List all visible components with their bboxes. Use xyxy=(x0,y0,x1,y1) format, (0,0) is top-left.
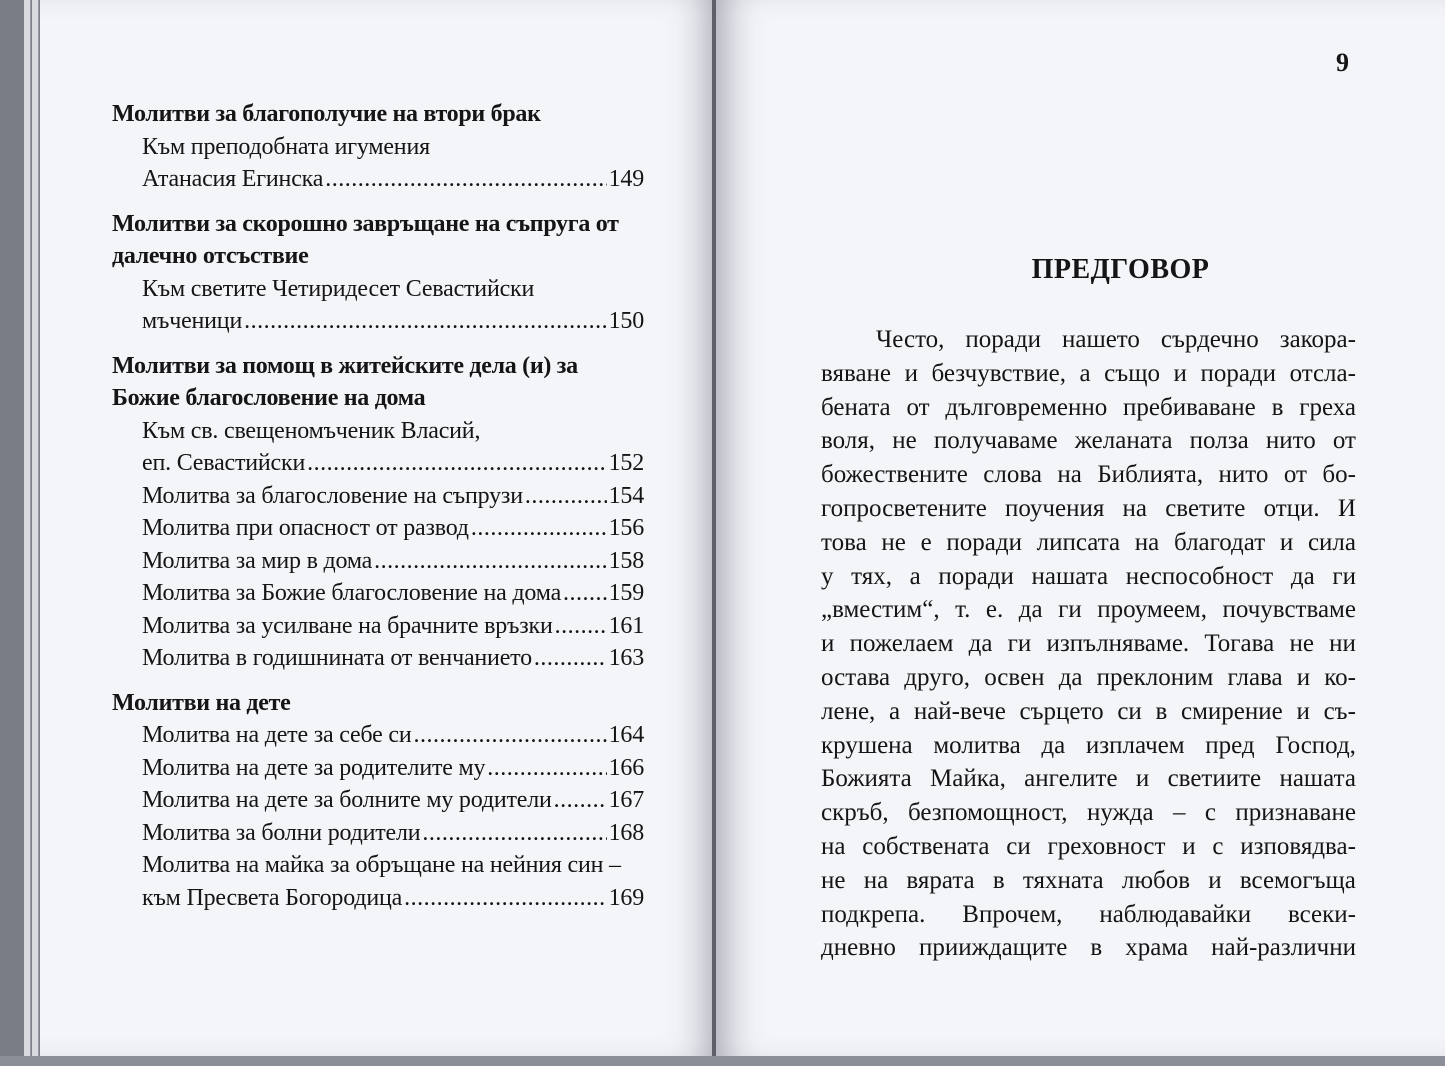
toc-entry[interactable] xyxy=(112,305,644,338)
dot-leader xyxy=(422,817,606,849)
toc-page-number: 161 xyxy=(608,612,644,639)
word: получаваме xyxy=(933,427,1058,455)
word: дневно xyxy=(821,934,896,962)
word: изплачем xyxy=(1085,731,1185,759)
toc-page-number: 149 xyxy=(608,166,644,192)
toc-section-title: Молитви за скорошно завръщане на съпруга от xyxy=(112,210,619,237)
word: най-различни xyxy=(1211,934,1356,962)
word: не xyxy=(892,427,917,455)
word: да xyxy=(1058,663,1083,691)
word: и xyxy=(1208,866,1222,894)
toc-entry-text: Към св. свещеномъченик Власий, xyxy=(142,417,481,444)
text-line xyxy=(821,526,1356,560)
toc-section-title: Божие благословение на дома xyxy=(112,385,426,411)
toc-section xyxy=(112,98,644,196)
toc-page-number: 168 xyxy=(608,819,644,846)
toc-entry-title: Молитва на дете за родителите му xyxy=(142,754,486,781)
word: от xyxy=(1332,427,1356,455)
word: да xyxy=(968,630,993,658)
dot-leader xyxy=(307,447,606,479)
word: проумеем, xyxy=(1097,596,1207,624)
word: да xyxy=(1041,731,1066,759)
dot-leader xyxy=(374,545,606,577)
toc-entry-title: Молитва за Божие благословение на дома xyxy=(142,580,562,606)
word: в xyxy=(1155,697,1168,725)
text-line xyxy=(821,593,1356,627)
toc-page-number: 163 xyxy=(608,645,644,671)
word: прииждащите xyxy=(918,934,1068,962)
dot-leader xyxy=(525,480,607,512)
word: остава xyxy=(821,663,891,691)
word: съ- xyxy=(1323,697,1356,725)
word: в xyxy=(1090,934,1103,962)
word: закора- xyxy=(1279,326,1356,353)
word: отсла- xyxy=(1289,359,1356,387)
page-heading: ПРЕДГОВОР xyxy=(1031,254,1210,285)
word: ко- xyxy=(1324,663,1356,691)
word: сила xyxy=(1307,528,1356,556)
word: и xyxy=(1279,528,1294,556)
text-line-inner xyxy=(821,762,1356,796)
dot-leader xyxy=(413,719,606,751)
word: И xyxy=(1337,494,1356,522)
word: нито xyxy=(1265,427,1316,455)
toc-section xyxy=(112,350,644,675)
word: скръб, xyxy=(821,799,889,827)
word: полза xyxy=(1189,427,1249,455)
word: Библията, xyxy=(1097,461,1204,489)
word: нашето xyxy=(1061,326,1140,353)
text-line xyxy=(821,864,1356,898)
word: желаната xyxy=(1074,427,1173,455)
word: освен xyxy=(984,663,1045,691)
word: греха xyxy=(1299,393,1356,421)
right-page xyxy=(716,0,1445,1056)
toc-entry-title: еп. Севастийски xyxy=(142,450,306,476)
text-line-inner xyxy=(821,424,1356,458)
word: да xyxy=(1018,596,1043,624)
word: всеки- xyxy=(1287,900,1356,928)
text-line-inner xyxy=(821,391,1356,425)
word: светиите xyxy=(1167,765,1262,793)
word: бената xyxy=(821,393,891,421)
dot-leader xyxy=(487,752,606,784)
toc-entry[interactable] xyxy=(112,512,644,545)
word: греховност xyxy=(1047,832,1166,860)
word: на xyxy=(1122,494,1148,522)
word: поучения xyxy=(1004,494,1105,522)
toc-section-title: далечно отсъствие xyxy=(112,243,309,269)
text-line-inner xyxy=(821,593,1356,627)
dot-leader xyxy=(555,610,607,642)
toc-entry[interactable] xyxy=(112,784,644,817)
left-page xyxy=(40,0,716,1056)
word: и xyxy=(904,359,918,387)
word: бо- xyxy=(1322,461,1356,489)
text-line-inner xyxy=(821,492,1356,526)
word: ни xyxy=(1329,630,1356,658)
toc-entry[interactable] xyxy=(112,163,644,196)
preface-text xyxy=(821,323,1356,965)
word: изповядва- xyxy=(1240,832,1356,860)
toc-entry-text: Към светите Четиридесет Севастийски xyxy=(142,275,535,302)
toc-page-number: 169 xyxy=(608,884,644,911)
toc-page-number: 158 xyxy=(608,547,644,574)
word: признаване xyxy=(1235,799,1356,827)
word: Майка, xyxy=(930,765,1006,793)
word: Тогава xyxy=(1204,630,1275,658)
text-line-inner xyxy=(821,796,1356,830)
word: слова xyxy=(983,461,1042,489)
word: светите xyxy=(1165,494,1246,522)
toc-entry-title: Атанасия Егинска xyxy=(142,166,324,192)
word: друго, xyxy=(904,663,971,691)
dot-leader xyxy=(534,642,607,674)
word: всемогъща xyxy=(1239,866,1356,894)
word: воля, xyxy=(821,427,876,455)
word: на xyxy=(863,866,889,894)
word: не xyxy=(881,528,906,556)
word: от xyxy=(906,393,930,421)
word: поради xyxy=(965,326,1041,353)
word: поради xyxy=(1200,359,1277,387)
text-line-inner xyxy=(821,560,1356,594)
word: Впрочем, xyxy=(962,900,1063,928)
toc-entry[interactable] xyxy=(112,545,644,578)
toc-section xyxy=(112,687,644,915)
word: благодат xyxy=(1173,528,1266,556)
toc-entry-title: Молитва за усилване на брачните връзки xyxy=(142,612,553,639)
word: най-вече xyxy=(913,697,1006,725)
word: от xyxy=(1283,461,1307,489)
text-line-inner xyxy=(821,627,1356,661)
word: безчувствие, xyxy=(931,359,1066,387)
word: тяхната xyxy=(1022,866,1104,894)
word: тях, xyxy=(851,562,892,590)
word: а xyxy=(909,562,921,590)
toc-section xyxy=(112,208,644,338)
toc-entry-title: Молитва на дете за себе си xyxy=(142,722,412,748)
word: е. xyxy=(985,596,1004,624)
word: на xyxy=(1057,461,1082,489)
word: изпълняваме. xyxy=(1046,630,1190,658)
text-line xyxy=(821,357,1356,391)
word: – xyxy=(1172,799,1186,827)
word: Господ, xyxy=(1275,731,1356,759)
word: на xyxy=(821,832,846,860)
word: и xyxy=(1135,765,1150,793)
dot-leader xyxy=(554,784,607,816)
toc-entry-title: Молитва при опасност от развод xyxy=(142,515,469,541)
text-line-inner xyxy=(821,830,1356,864)
table-of-contents xyxy=(112,98,644,926)
toc-entry-title: Молитва за мир в дома xyxy=(142,547,373,574)
dot-leader xyxy=(404,882,607,914)
dot-leader xyxy=(563,577,607,609)
word: гопросветените xyxy=(821,494,987,522)
text-line-inner xyxy=(821,931,1356,965)
toc-section-title: Молитви на дете xyxy=(112,689,291,716)
word: и xyxy=(821,630,835,658)
word: също xyxy=(1104,359,1160,387)
text-line xyxy=(821,695,1356,729)
word: в xyxy=(1271,393,1284,421)
toc-entry[interactable] xyxy=(112,752,644,785)
text-line-inner xyxy=(821,695,1356,729)
word: Често, xyxy=(876,326,945,353)
word: дълговременно xyxy=(945,393,1108,421)
text-line-inner xyxy=(821,357,1356,391)
word: си xyxy=(1006,832,1031,860)
text-line xyxy=(821,729,1356,763)
toc-page-number: 166 xyxy=(608,754,644,781)
toc-entry[interactable] xyxy=(112,480,644,513)
word: пребиваване xyxy=(1123,393,1256,421)
text-line xyxy=(821,458,1356,492)
word: с xyxy=(1212,832,1224,860)
text-line-inner xyxy=(821,661,1356,695)
text-line-inner xyxy=(821,864,1356,898)
word: сърцето xyxy=(1019,697,1104,725)
toc-entry[interactable] xyxy=(112,447,644,480)
word: собствената xyxy=(862,832,990,860)
word: на xyxy=(1134,528,1160,556)
text-line-inner xyxy=(876,323,1356,357)
dot-leader xyxy=(244,305,606,337)
toc-entry-title: мъченици xyxy=(142,308,243,334)
toc-page-number: 156 xyxy=(608,515,644,541)
word: нашата xyxy=(1279,765,1356,793)
text-line xyxy=(821,796,1356,830)
word: си xyxy=(1117,697,1142,725)
word: поради xyxy=(938,562,1014,590)
word: ги xyxy=(1007,630,1032,658)
word: глава xyxy=(1227,663,1283,691)
text-line xyxy=(821,323,1356,357)
word: наблюдавайки xyxy=(1099,900,1252,928)
page-edges xyxy=(24,0,31,1056)
word: смирение xyxy=(1181,697,1283,725)
toc-entry[interactable] xyxy=(112,817,644,850)
text-line-inner xyxy=(821,458,1356,492)
text-line xyxy=(821,762,1356,796)
toc-entry[interactable] xyxy=(112,882,644,915)
toc-entry[interactable] xyxy=(112,719,644,752)
word: и xyxy=(1296,663,1311,691)
word: вярата xyxy=(906,866,975,894)
toc-entry[interactable] xyxy=(112,610,644,643)
toc-page-number: 152 xyxy=(608,450,644,476)
dot-leader xyxy=(325,163,606,195)
toc-section-title: Молитви за благополучие на втори брак xyxy=(112,101,541,127)
word: безпомощност, xyxy=(908,799,1068,827)
word: т. xyxy=(955,596,971,624)
toc-page-number: 150 xyxy=(608,308,644,334)
word: отци. xyxy=(1263,494,1320,522)
word: в xyxy=(992,866,1005,894)
word: и xyxy=(1296,697,1310,725)
word: храма xyxy=(1125,934,1189,962)
word: вяване xyxy=(821,359,892,387)
word: подкрепа. xyxy=(821,900,926,928)
word: нашата xyxy=(1031,562,1109,590)
text-line xyxy=(821,492,1356,526)
word: липсата xyxy=(1036,528,1121,556)
toc-entry-text: Молитва на майка за обръщане на нейния син – xyxy=(142,852,621,878)
toc-page-number: 167 xyxy=(608,787,644,813)
word: „вместим“, xyxy=(821,596,940,624)
dot-leader xyxy=(471,512,607,544)
word: поради xyxy=(946,528,1022,556)
word: с xyxy=(1204,799,1216,827)
text-line xyxy=(821,830,1356,864)
word: това xyxy=(821,528,867,556)
text-line xyxy=(821,627,1356,661)
word: у xyxy=(821,562,834,590)
word: ангелите xyxy=(1024,765,1118,793)
word: сърдечно xyxy=(1160,326,1259,353)
word: неспособност xyxy=(1125,562,1274,590)
text-line xyxy=(821,424,1356,458)
toc-entry-title: Молитва за болни родители xyxy=(142,819,421,846)
word: Божията xyxy=(821,765,912,793)
toc-page-number: 159 xyxy=(608,580,644,606)
word: ги xyxy=(1332,562,1356,590)
word: почувстваме xyxy=(1222,596,1356,624)
toc-entry-title: към Пресвета Богородица xyxy=(142,884,403,911)
word: не xyxy=(1289,630,1314,658)
word: крушена xyxy=(821,731,913,759)
word: лене, xyxy=(821,697,876,725)
text-line xyxy=(821,661,1356,695)
word: нито xyxy=(1218,461,1269,489)
toc-entry-title: Молитва в годишнината от венчанието xyxy=(142,645,532,671)
word: пожелаем xyxy=(849,630,954,658)
toc-entry-title: Молитва на дете за болните му родители xyxy=(142,787,552,813)
text-line xyxy=(821,560,1356,594)
page-number: 9 xyxy=(1336,48,1349,77)
word: молитва xyxy=(933,731,1021,759)
word: любов xyxy=(1121,866,1191,894)
page-edges xyxy=(32,0,39,1056)
toc-page-number: 164 xyxy=(608,722,644,748)
text-line-inner xyxy=(821,526,1356,560)
word: ги xyxy=(1058,596,1082,624)
word: а xyxy=(889,697,901,725)
toc-entry[interactable] xyxy=(112,577,644,610)
word: преклоним xyxy=(1096,663,1214,691)
word: нужда xyxy=(1086,799,1154,827)
toc-entry-text: Към преподобната игумения xyxy=(142,133,430,160)
bottom-edge xyxy=(0,1056,1445,1066)
toc-section-title: Молитви за помощ в житейските дела (и) за xyxy=(112,352,578,379)
word: пред xyxy=(1205,731,1255,759)
word: е xyxy=(920,528,932,556)
word: и xyxy=(1182,832,1196,860)
toc-page-number: 154 xyxy=(608,482,644,509)
text-line xyxy=(821,898,1356,932)
word: и xyxy=(1173,359,1187,387)
toc-entry[interactable] xyxy=(112,642,644,675)
word: да xyxy=(1290,562,1315,590)
text-line-inner xyxy=(821,729,1356,763)
text-line-inner xyxy=(821,898,1356,932)
toc-entry-title: Молитва за благословение на съпрузи xyxy=(142,482,523,509)
word: божествените xyxy=(821,461,968,489)
text-line xyxy=(821,931,1356,965)
word: а xyxy=(1079,359,1091,387)
text-line xyxy=(821,391,1356,425)
word: не xyxy=(821,866,846,894)
